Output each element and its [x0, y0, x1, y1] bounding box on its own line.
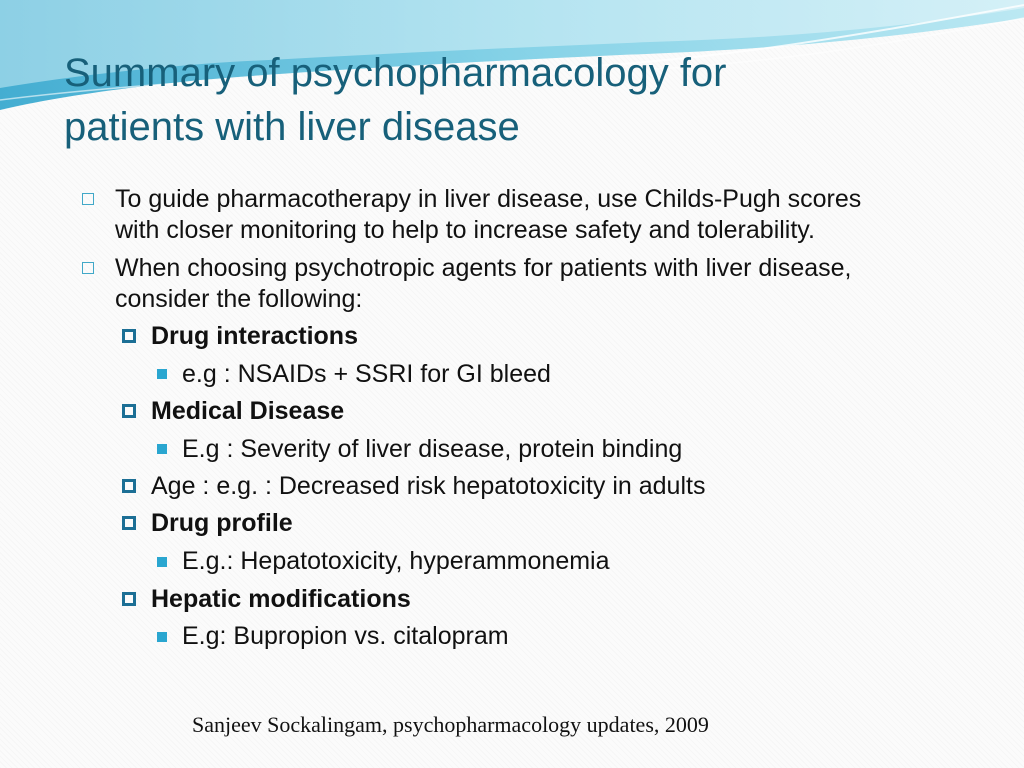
filled-square-bullet-icon [157, 444, 167, 454]
subitem-drug-profile: Drug profile [151, 509, 293, 537]
filled-square-bullet-icon [157, 557, 167, 567]
framed-square-bullet-icon [122, 516, 136, 530]
title-line-1: Summary of psychopharmacology for [64, 51, 727, 95]
title-line-2: patients with liver disease [64, 105, 520, 149]
hollow-square-bullet-icon [82, 193, 94, 205]
subitem-medical-disease: Medical Disease [151, 397, 345, 425]
subitem-drug-interactions: Drug interactions [151, 322, 358, 350]
footer-citation: Sanjeev Sockalingam, psychopharmacology updates, 2009 [192, 712, 709, 737]
example-hepatic-modifications: E.g: Bupropion vs. citalopram [182, 622, 509, 650]
bullet-1-line-2: with closer monitoring to help to increase safety and tolerability. [115, 216, 815, 244]
subitem-hepatic-modifications: Hepatic modifications [151, 585, 411, 613]
example-medical-disease: E.g : Severity of liver disease, protein binding [182, 435, 683, 463]
framed-square-bullet-icon [122, 592, 136, 606]
framed-square-bullet-icon [122, 329, 136, 343]
subitem-age: Age : e.g. : Decreased risk hepatotoxicity in adults [151, 472, 706, 500]
bullet-1-line-1: To guide pharmacotherapy in liver disease, use Childs-Pugh scores [115, 185, 862, 213]
hollow-square-bullet-icon [82, 262, 94, 274]
example-drug-interactions: e.g : NSAIDs + SSRI for GI bleed [182, 360, 551, 388]
framed-square-bullet-icon [122, 404, 136, 418]
bullet-2-line-2: consider the following: [115, 285, 363, 313]
example-drug-profile: E.g.: Hepatotoxicity, hyperammonemia [182, 547, 610, 575]
bullet-2-line-1: When choosing psychotropic agents for patients with liver disease, [115, 254, 852, 282]
filled-square-bullet-icon [157, 369, 167, 379]
framed-square-bullet-icon [122, 479, 136, 493]
filled-square-bullet-icon [157, 632, 167, 642]
